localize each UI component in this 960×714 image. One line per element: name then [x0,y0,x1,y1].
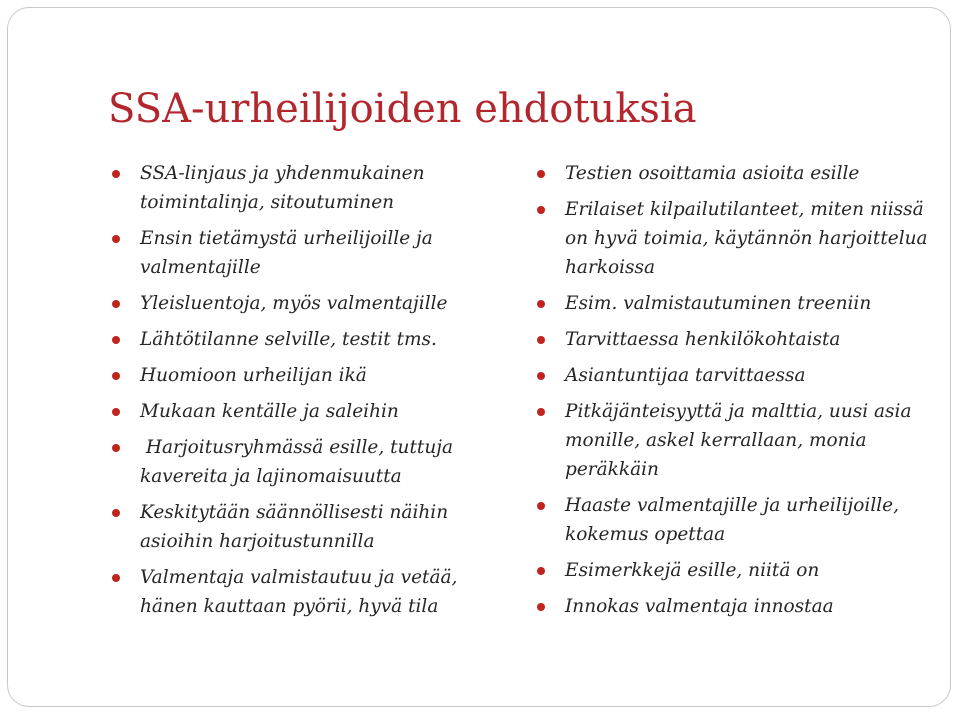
left-bullet-list [140,159,512,628]
bullet-icon [112,509,120,517]
list-item-text: Esim. valmistautuminen treeniin [565,293,872,314]
list-item-text: Huomioon urheilijan ikä [140,365,367,386]
slide-title: SSA-urheilijoiden ehdotuksia [108,86,697,132]
list-item-text: Valmentaja valmistautuu ja vetää, hänen kauttaan pyörii, hyvä tila [140,567,458,617]
list-item-text: Tarvittaessa henkilökohtaista [565,329,841,350]
list-item [565,325,945,354]
list-item [140,498,512,556]
list-item-text: Esimerkkejä esille, niitä on [565,560,820,581]
list-item [140,325,512,354]
bullet-icon [112,300,120,308]
list-item [140,433,512,491]
list-item-text: Mukaan kentälle ja saleihin [140,401,399,422]
list-item-text: Harjoitusryhmässä esille, tuttuja kavereita ja lajinomaisuutta [140,437,459,487]
list-item-text: Yleisluentoja, myös valmentajille [140,293,448,314]
bullet-icon [537,336,545,344]
bullet-icon [537,372,545,380]
list-item-text: Ensin tietämystä urheilijoille ja valmentajille [140,228,433,278]
bullet-icon [112,408,120,416]
list-item [565,361,945,390]
slide [7,7,951,707]
list-item-text: Pitkäjänteisyyttä ja malttia, uusi asia monille, askel kerrallaan, monia peräkkäin [565,401,912,480]
bullet-icon [537,603,545,611]
bullet-icon [112,574,120,582]
list-item [565,195,945,282]
list-item-text: Testien osoittamia asioita esille [565,163,860,184]
list-item [140,397,512,426]
list-item [140,224,512,282]
list-item-text: Haaste valmentajille ja urheilijoille, kokemus opettaa [565,495,900,545]
list-item-text: Keskitytään säännöllisesti näihin asioihin harjoitustunnilla [140,502,449,552]
bullet-icon [112,336,120,344]
bullet-icon [112,235,120,243]
list-item-text: Lähtötilanne selville, testit tms. [140,329,437,350]
bullet-icon [537,408,545,416]
list-item [565,556,945,585]
bullet-icon [537,300,545,308]
list-item [565,491,945,549]
list-item-text: SSA-linjaus ja yhdenmukainen toimintalinja, sitoutuminen [140,163,425,213]
list-item [140,159,512,217]
list-item [140,361,512,390]
right-bullet-list [565,159,945,628]
list-item [140,289,512,318]
bullet-icon [537,170,545,178]
bullet-icon [112,170,120,178]
list-item-text: Asiantuntijaa tarvittaessa [565,365,806,386]
bullet-icon [112,372,120,380]
list-item [565,397,945,484]
bullet-icon [112,444,120,452]
list-item [565,159,945,188]
bullet-icon [537,567,545,575]
bullet-icon [537,502,545,510]
bullet-icon [537,206,545,214]
list-item [140,563,512,621]
list-item [565,592,945,621]
list-item-text: Innokas valmentaja innostaa [565,596,834,617]
list-item [565,289,945,318]
list-item-text: Erilaiset kilpailutilanteet, miten niissä on hyvä toimia, käytännön harjoittelua harkoissa [565,199,928,278]
